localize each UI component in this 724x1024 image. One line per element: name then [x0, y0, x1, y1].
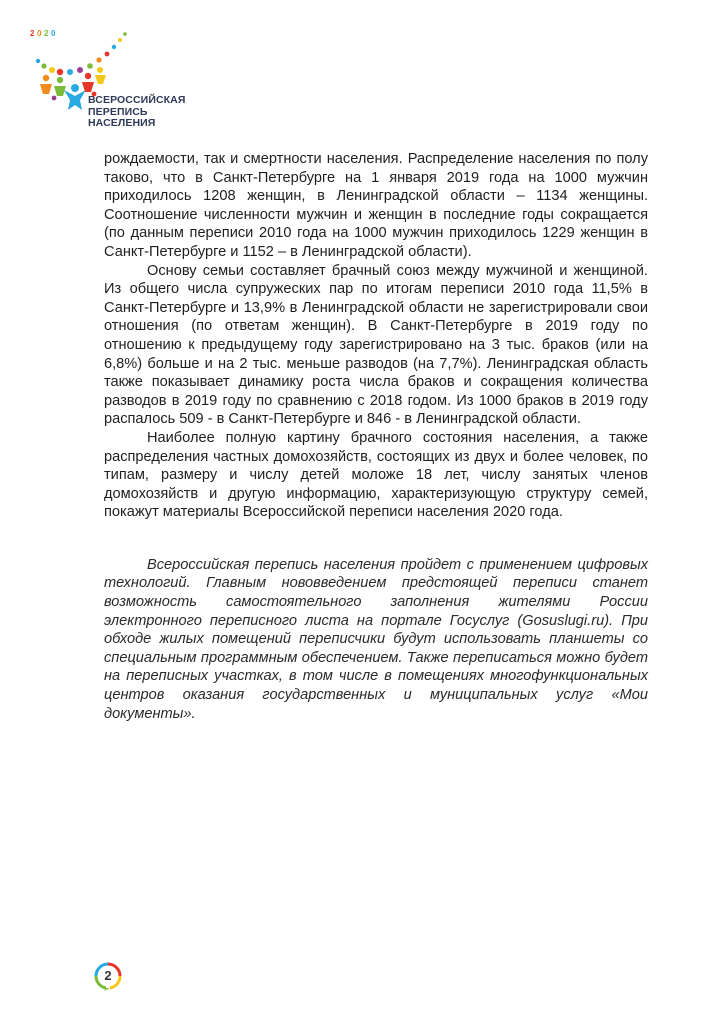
- document-body: [104, 150, 648, 738]
- year-digit-4: 0: [51, 29, 56, 38]
- paragraph-marriage: Основу семьи составляет брачный союз между мужчиной и женщиной. Из общего числа супружеских пар по итогам переписи 2010 года 11,5% в Санкт-Петербурге и 13,9% в Ленинградской области не зарегистрировали свои отношения (по ответам женщин). В Санкт-Петербурге в 2019 году по отношению к предыдущему году зарегистрировано на 3 тыс. браков (или на 6,8%) больше и на 2 тыс. меньше разводов (на 7,7%). Ленинградская область также показывает динамику роста числа браков и сокращения количества разводов в 2019 году по сравнению с 2018 годом. Из 1000 браков в 2019 году распалось 509 - в Санкт-Петербурге и 846 - в Ленинградской области.: [104, 262, 648, 428]
- logo-line-2: ПЕРЕПИСЬ: [88, 105, 148, 118]
- page-number: 2: [104, 968, 112, 983]
- census-digital-note: Всероссийская перепись населения пройдет с применением цифровых технологий. Главным нововведением предстоящей переписи станет возможность самостоятельного заполнения жителями России электронного переписного листа на портале Госуслуг (Gosuslugi.ru). При обходе жилых помещений переписчики будут использовать планшеты со специальным программным обеспечением. Также переписаться можно будет на переписных участках, в том числе в помещениях многофункциональных центров оказания государственных и муниципальных услуг «Мои документы».: [104, 556, 648, 722]
- year-digit-1: 2: [30, 29, 35, 38]
- page-number-badge: [93, 962, 123, 992]
- logo-wordmark: [88, 95, 185, 130]
- logo-line-1: ВСЕРОССИЙСКАЯ: [88, 94, 186, 106]
- logo-line-3: НАСЕЛЕНИЯ: [88, 117, 156, 129]
- paragraph-households: Наиболее полную картину брачного состояния населения, а также распределения частных домохозяйств, состоящих из двух и более человек, по типам, размеру и числу детей моложе 18 лет, числу занятых членов домохозяйств и другую информацию, характеризующую структуру семей, покажут материалы Всероссийской переписи населения 2020 года.: [104, 429, 648, 521]
- year-digit-3: 2: [44, 29, 49, 38]
- year-digit-2: 0: [37, 29, 42, 38]
- paragraph-gender-distribution: рождаемости, так и смертности населения. Распределение населения по полу таково, что в Санкт-Петербурге на 1 января 2019 года на 1000 мужчин приходилось 1208 женщин, в Ленинградской области – 1134 женщины. Соотношение численности мужчин и женщин в последние годы сокращается (по данным переписи 2010 года на 1000 мужчин приходилось 1229 женщин в Санкт-Петербурге и 1152 – в Ленинградской области).: [104, 151, 648, 260]
- census-logo: [30, 28, 200, 140]
- logo-year-graphic: [30, 28, 60, 38]
